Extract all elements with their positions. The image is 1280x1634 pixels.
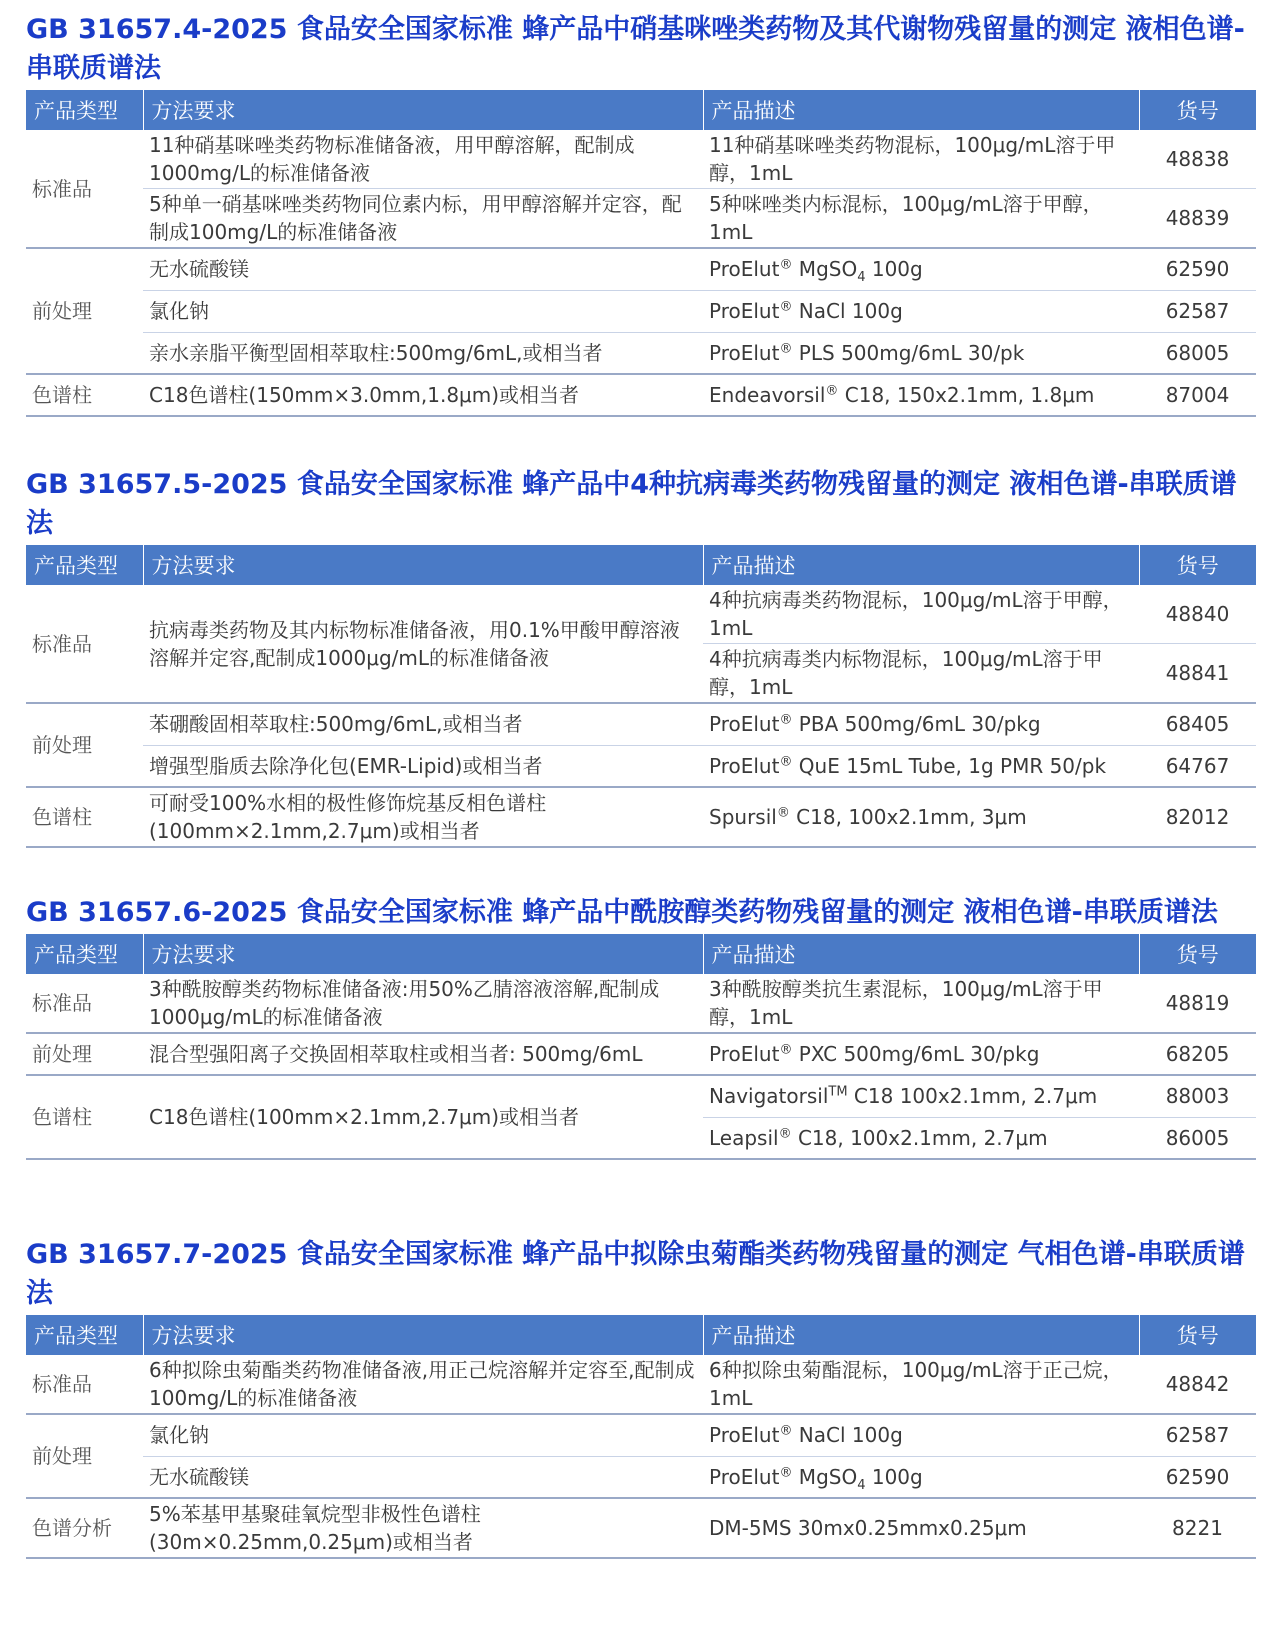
catalog-no: 86005 [1139, 1117, 1256, 1159]
method: 氯化钠 [143, 290, 703, 332]
product-table [26, 1315, 1256, 1559]
method: 增强型脂质去除净化包(EMR-Lipid)或相当者 [143, 745, 703, 787]
table-row [26, 290, 1256, 332]
section-title: GB 31657.5-2025 食品安全国家标准 蜂产品中4种抗病毒类药物残留量的测定 液相色谱-串联质谱法 [26, 469, 1237, 539]
table-row [26, 1075, 1256, 1117]
description: ProElut® NaCl 100g [703, 290, 1139, 332]
description: ProElut® QuE 15mL Tube, 1g PMR 50/pk [703, 745, 1139, 787]
method: 5%苯基甲基聚硅氧烷型非极性色谱柱(30m×0.25mm,0.25μm)或相当者 [143, 1498, 703, 1558]
section-gb31657-5 [26, 465, 1256, 848]
catalog-no: 88003 [1139, 1075, 1256, 1117]
header-catalog-no: 货号 [1139, 90, 1256, 130]
table-row [26, 1355, 1256, 1414]
catalog-no: 87004 [1139, 374, 1256, 416]
table-row [26, 248, 1256, 290]
product-table [26, 90, 1256, 417]
method: 5种单一硝基咪唑类药物同位素内标，用甲醇溶解并定容，配制成100mg/L的标准储备液 [143, 189, 703, 249]
header-description: 产品描述 [703, 545, 1139, 585]
product-type: 色谱柱 [26, 1075, 143, 1159]
description: Endeavorsil® C18, 150x2.1mm, 1.8μm [703, 374, 1139, 416]
method: 可耐受100%水相的极性修饰烷基反相色谱柱(100mm×2.1mm,2.7μm)或相当者 [143, 787, 703, 847]
section-gb31657-4 [26, 10, 1256, 417]
method: 无水硫酸镁 [143, 248, 703, 290]
description: Spursil® C18, 100x2.1mm, 3μm [703, 787, 1139, 847]
description: ProElut® NaCl 100g [703, 1414, 1139, 1456]
table-row [26, 703, 1256, 745]
method: 混合型强阳离子交换固相萃取柱或相当者: 500mg/6mL [143, 1033, 703, 1075]
header-description: 产品描述 [703, 934, 1139, 974]
table-row [26, 1498, 1256, 1558]
method: C18色谱柱(100mm×2.1mm,2.7μm)或相当者 [143, 1075, 703, 1159]
table-row [26, 374, 1256, 416]
description: 5种咪唑类内标混标，100μg/mL溶于甲醇，1mL [703, 189, 1139, 249]
catalog-no: 62587 [1139, 1414, 1256, 1456]
catalog-no: 62590 [1139, 248, 1256, 290]
catalog-no: 68205 [1139, 1033, 1256, 1075]
method: 无水硫酸镁 [143, 1456, 703, 1498]
catalog-no: 48819 [1139, 974, 1256, 1033]
table-row [26, 974, 1256, 1033]
catalog-no: 62587 [1139, 290, 1256, 332]
product-type: 色谱柱 [26, 374, 143, 416]
header-method: 方法要求 [143, 934, 703, 974]
product-table [26, 934, 1256, 1160]
method: 6种拟除虫菊酯类药物准储备液,用正己烷溶解并定容至,配制成100mg/L的标准储备液 [143, 1355, 703, 1414]
header-product-type: 产品类型 [34, 99, 118, 123]
product-type: 前处理 [26, 1414, 143, 1498]
header-method: 方法要求 [143, 545, 703, 585]
product-type: 标准品 [26, 130, 143, 248]
header-catalog-no: 货号 [1139, 545, 1256, 585]
section-title: GB 31657.6-2025 食品安全国家标准 蜂产品中酰胺醇类药物残留量的测定 液相色谱-串联质谱法 [26, 897, 1218, 928]
product-type: 色谱柱 [26, 787, 143, 847]
description: ProElut® PLS 500mg/6mL 30/pk [703, 332, 1139, 374]
product-type: 前处理 [26, 248, 143, 374]
catalog-no: 8221 [1139, 1498, 1256, 1558]
method: 11种硝基咪唑类药物标准储备液，用甲醇溶解，配制成1000mg/L的标准储备液 [143, 130, 703, 189]
product-type: 标准品 [26, 585, 143, 703]
description: Navigatorsil™ C18 100x2.1mm, 2.7μm [703, 1075, 1139, 1117]
header-product-type: 产品类型 [34, 554, 118, 578]
table-row [26, 189, 1256, 249]
method: 3种酰胺醇类药物标准储备液:用50%乙腈溶液溶解,配制成1000μg/mL的标准储备液 [143, 974, 703, 1033]
table-row [26, 130, 1256, 189]
product-type: 标准品 [26, 1355, 143, 1414]
catalog-no: 82012 [1139, 787, 1256, 847]
table-header-row [26, 934, 1256, 974]
section-gb31657-6 [26, 893, 1256, 1160]
catalog-no: 62590 [1139, 1456, 1256, 1498]
table-header-row [26, 90, 1256, 130]
catalog-no: 48842 [1139, 1355, 1256, 1414]
header-description: 产品描述 [703, 90, 1139, 130]
catalog-no: 48839 [1139, 189, 1256, 249]
header-catalog-no: 货号 [1139, 1315, 1256, 1355]
header-description: 产品描述 [703, 1315, 1139, 1355]
header-method: 方法要求 [143, 1315, 703, 1355]
header-product-type: 产品类型 [34, 1324, 118, 1348]
table-row [26, 332, 1256, 374]
catalog-no: 48838 [1139, 130, 1256, 189]
header-method: 方法要求 [143, 90, 703, 130]
catalog-no: 64767 [1139, 745, 1256, 787]
method: 苯硼酸固相萃取柱:500mg/6mL,或相当者 [143, 703, 703, 745]
table-row [26, 1456, 1256, 1498]
description: ProElut® MgSO$_4$ 100g [703, 248, 1139, 290]
method: 氯化钠 [143, 1414, 703, 1456]
catalog-no: 68005 [1139, 332, 1256, 374]
method: 抗病毒类药物及其内标物标准储备液，用0.1%甲酸甲醇溶液溶解并定容,配制成1000μg/mL的标准储备液 [143, 585, 703, 703]
description: DM-5MS 30mx0.25mmx0.25μm [703, 1498, 1139, 1558]
description: ProElut® PBA 500mg/6mL 30/pkg [703, 703, 1139, 745]
description: 4种抗病毒类药物混标，100μg/mL溶于甲醇，1mL [703, 585, 1139, 644]
table-header-row [26, 1315, 1256, 1355]
product-type: 前处理 [26, 1033, 143, 1075]
table-row [26, 1414, 1256, 1456]
product-type: 标准品 [26, 974, 143, 1033]
section-title: GB 31657.7-2025 食品安全国家标准 蜂产品中拟除虫菊酯类药物残留量的测定 气相色谱-串联质谱法 [26, 1239, 1245, 1309]
header-catalog-no: 货号 [1139, 934, 1256, 974]
product-type: 色谱分析 [26, 1498, 143, 1558]
description: Leapsil® C18, 100x2.1mm, 2.7μm [703, 1117, 1139, 1159]
description: ProElut® PXC 500mg/6mL 30/pkg [703, 1033, 1139, 1075]
table-row [26, 1033, 1256, 1075]
table-row [26, 787, 1256, 847]
product-table [26, 545, 1256, 848]
section-gb31657-7 [26, 1235, 1256, 1559]
method: 亲水亲脂平衡型固相萃取柱:500mg/6mL,或相当者 [143, 332, 703, 374]
description: 11种硝基咪唑类药物混标，100μg/mL溶于甲醇，1mL [703, 130, 1139, 189]
table-header-row [26, 545, 1256, 585]
description: 3种酰胺醇类抗生素混标，100μg/mL溶于甲醇，1mL [703, 974, 1139, 1033]
section-title: GB 31657.4-2025 食品安全国家标准 蜂产品中硝基咪唑类药物及其代谢物残留量的测定 液相色谱-串联质谱法 [26, 14, 1245, 84]
product-type: 前处理 [26, 703, 143, 787]
catalog-no: 48841 [1139, 644, 1256, 704]
table-row [26, 585, 1256, 644]
description: ProElut® MgSO$_4$ 100g [703, 1456, 1139, 1498]
method: C18色谱柱(150mm×3.0mm,1.8μm)或相当者 [143, 374, 703, 416]
header-product-type: 产品类型 [34, 943, 118, 967]
catalog-no: 68405 [1139, 703, 1256, 745]
table-row [26, 745, 1256, 787]
catalog-no: 48840 [1139, 585, 1256, 644]
description: 6种拟除虫菊酯混标，100μg/mL溶于正己烷，1mL [703, 1355, 1139, 1414]
description: 4种抗病毒类内标物混标，100μg/mL溶于甲醇，1mL [703, 644, 1139, 704]
